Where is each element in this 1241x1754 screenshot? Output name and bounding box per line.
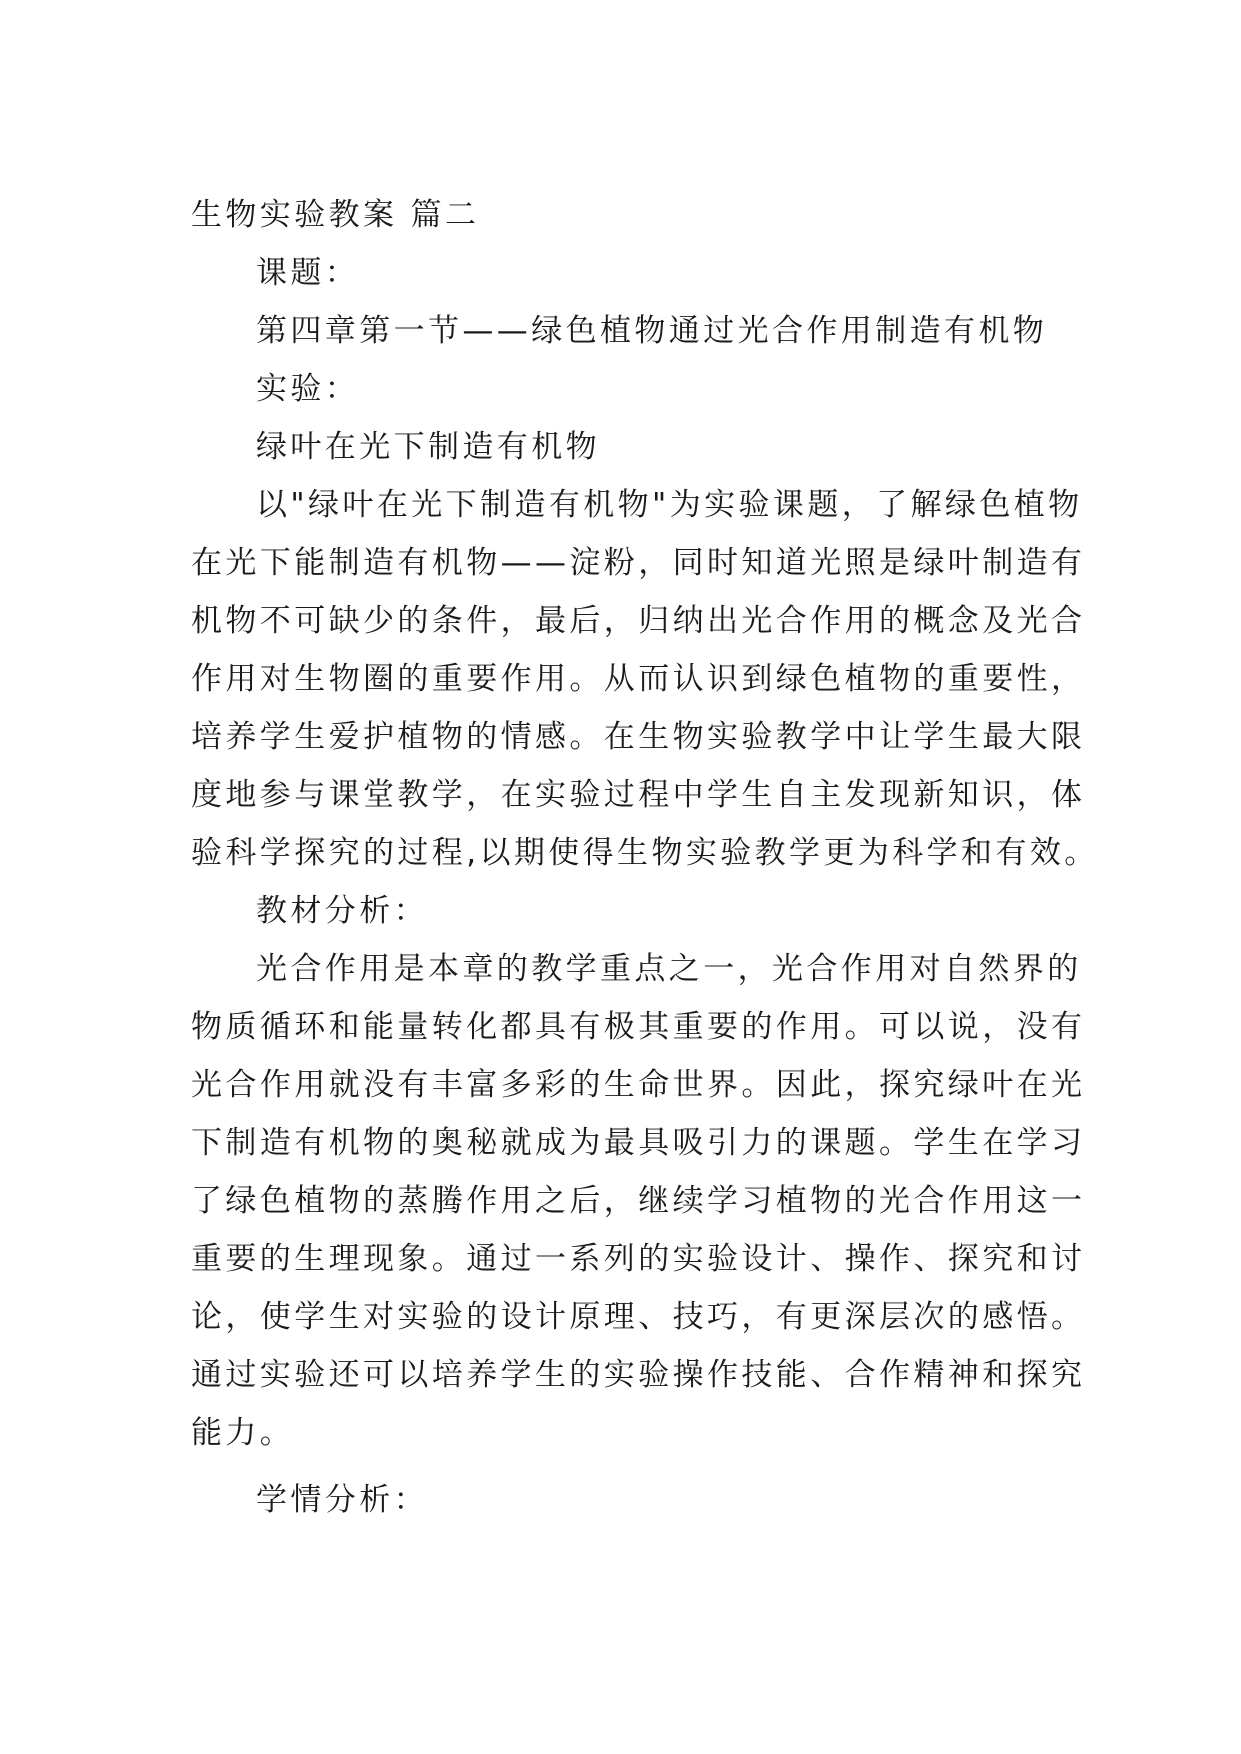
line-experiment-label: 实验： (256, 371, 360, 407)
paragraph-line: 度地参与课堂教学，在实验过程中学生自主发现新知识，体 (191, 777, 1086, 813)
line-topic-value: 第四章第一节——绿色植物通过光合作用制造有机物 (256, 313, 1048, 349)
paragraph-line: 在光下能制造有机物——淀粉，同时知道光照是绿叶制造有 (191, 545, 1086, 581)
paragraph-line: 通过实验还可以培养学生的实验操作技能、合作精神和探究 (191, 1357, 1086, 1393)
paragraph-line: 以"绿叶在光下制造有机物"为实验课题，了解绿色植物 (256, 487, 1083, 523)
paragraph-line: 机物不可缺少的条件，最后，归纳出光合作用的概念及光合 (191, 603, 1086, 639)
paragraph-line: 光合作用是本章的教学重点之一，光合作用对自然界的 (256, 951, 1082, 987)
paragraph-line: 物质循环和能量转化都具有极其重要的作用。可以说，没有 (191, 1009, 1086, 1045)
paragraph-line: 了绿色植物的蒸腾作用之后，继续学习植物的光合作用这一 (191, 1183, 1086, 1219)
paragraph-line: 光合作用就没有丰富多彩的生命世界。因此，探究绿叶在光 (191, 1067, 1086, 1103)
line-topic-label: 课题： (256, 255, 360, 291)
section-heading-textbook-analysis: 教材分析： (256, 893, 428, 929)
document-title: 生物实验教案 篇二 (191, 197, 480, 233)
paragraph-line: 论，使学生对实验的设计原理、技巧，有更深层次的感悟。 (191, 1299, 1086, 1335)
paragraph-line: 培养学生爱护植物的情感。在生物实验教学中让学生最大限 (191, 719, 1086, 755)
paragraph-line: 能力。 (191, 1415, 295, 1451)
paragraph-line: 重要的生理现象。通过一系列的实验设计、操作、探究和讨 (191, 1241, 1086, 1277)
line-experiment-value: 绿叶在光下制造有机物 (256, 429, 600, 465)
paragraph-line: 作用对生物圈的重要作用。从而认识到绿色植物的重要性， (191, 661, 1086, 697)
section-heading-student-analysis: 学情分析： (256, 1482, 428, 1518)
paragraph-line: 验科学探究的过程,以期使得生物实验教学更为科学和有效。 (191, 835, 1099, 871)
paragraph-line: 下制造有机物的奥秘就成为最具吸引力的课题。学生在学习 (191, 1125, 1086, 1161)
